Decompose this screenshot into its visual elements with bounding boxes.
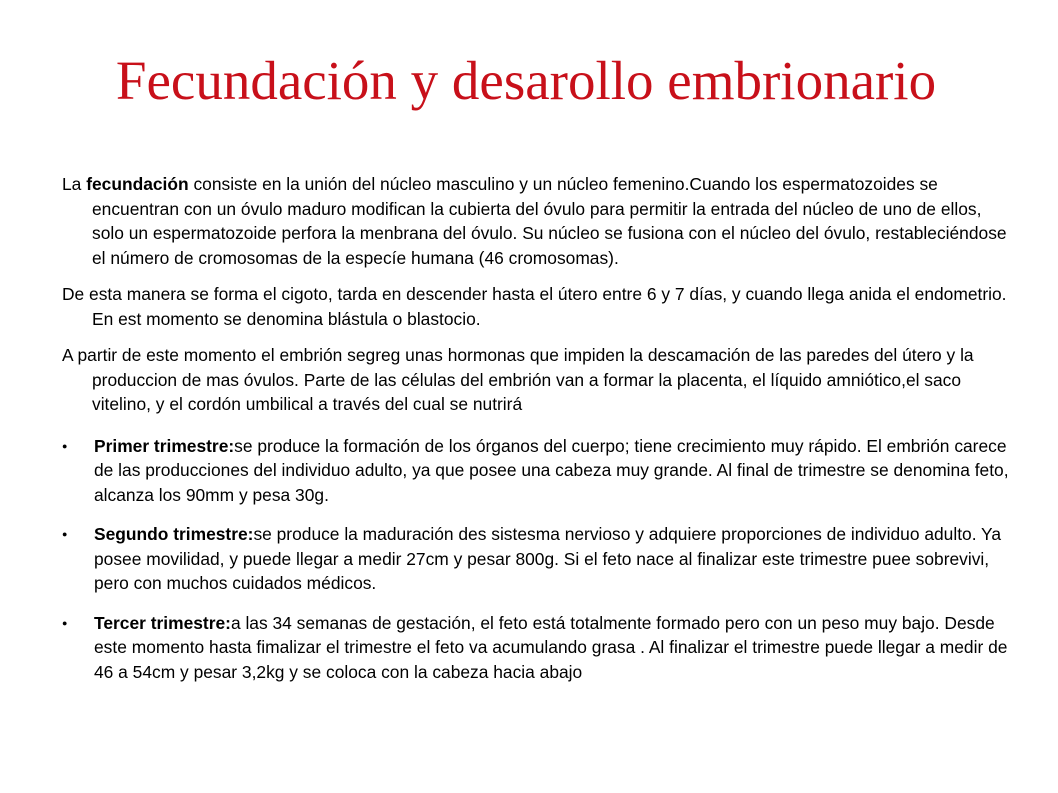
paragraph-embrion: A partir de este momento el embrión segreg unas hormonas que impiden la descamación de las paredes del útero y la produccion de mas óvulos. Parte de las células del embrión van a formar la placenta, el líquido amniótico,el saco vitelino, y el cordón umbilical a través del cual se nutrirá xyxy=(62,345,974,414)
list-item-third-trimester xyxy=(62,611,1012,685)
bullet-text: se produce la formación de los órganos del cuerpo; tiene crecimiento muy rápido. El embrión carece de las producciones del individuo adulto, ya que posee una cabeza muy grande. Al final de trimestre se denomina feto, alcanza los 90mm y pesa 30g. xyxy=(94,435,1009,505)
bullet-text: se produce la maduración des sistesma nervioso y adquiere proporciones de individuo adulto. Ya posee movilidad, y puede llegar a medir 27cm y pesar 800g. Si el feto nace al finalizar este trimestre puee sobrevivi, pero con muchos cuidados médicos. xyxy=(94,524,1002,593)
slide-content xyxy=(62,172,1012,699)
bullet-label: Segundo trimestre: xyxy=(94,524,254,544)
slide-title: Fecundación y desarollo embrionario xyxy=(115,50,937,111)
intro-bold-term: fecundación xyxy=(86,174,189,194)
list-item-first-trimester xyxy=(62,434,1012,508)
bullet-icon: ● xyxy=(62,617,68,628)
bullet-label: Primer trimestre: xyxy=(94,435,235,456)
intro-paragraph xyxy=(62,172,1012,270)
bullet-label: Tercer trimestre: xyxy=(94,612,231,633)
paragraph-cigoto: De esta manera se forma el cigoto, tarda en descender hasta el útero entre 6 y 7 días, y cuando llega anida el endometrio. En est momento se denomina blástula o blastocio. xyxy=(62,284,1007,329)
list-item-second-trimester xyxy=(62,522,1012,596)
bullet-icon: ● xyxy=(62,529,68,539)
bullet-text: a las 34 semanas de gestación, el feto está totalmente formado pero con un peso muy bajo. Desde este momento hasta fimalizar el trimestre el feto va acumulando grasa . Al finalizar el trimestre puede llegar a medir de 46 a 54cm y pesar 3,2kg y se coloca con la cabeza hacia abajo xyxy=(94,612,1008,682)
trimester-list xyxy=(62,434,1012,685)
bullet-icon: ● xyxy=(62,440,68,451)
intro-rest: consiste en la unión del núcleo masculino y un núcleo femenino.Cuando los espermatozoides se encuentran con un óvulo maduro modifican la cubierta del óvulo para permitir la entrada del núcleo de uno de ellos, solo un espermatozoide perfora la menbrana del óvulo. Su núcleo se fusiona con el núcleo del óvulo, restableciéndose el número de cromosomas de la especíe humana (46 cromosomas). xyxy=(92,174,1007,268)
intro-lead: La xyxy=(62,174,87,194)
